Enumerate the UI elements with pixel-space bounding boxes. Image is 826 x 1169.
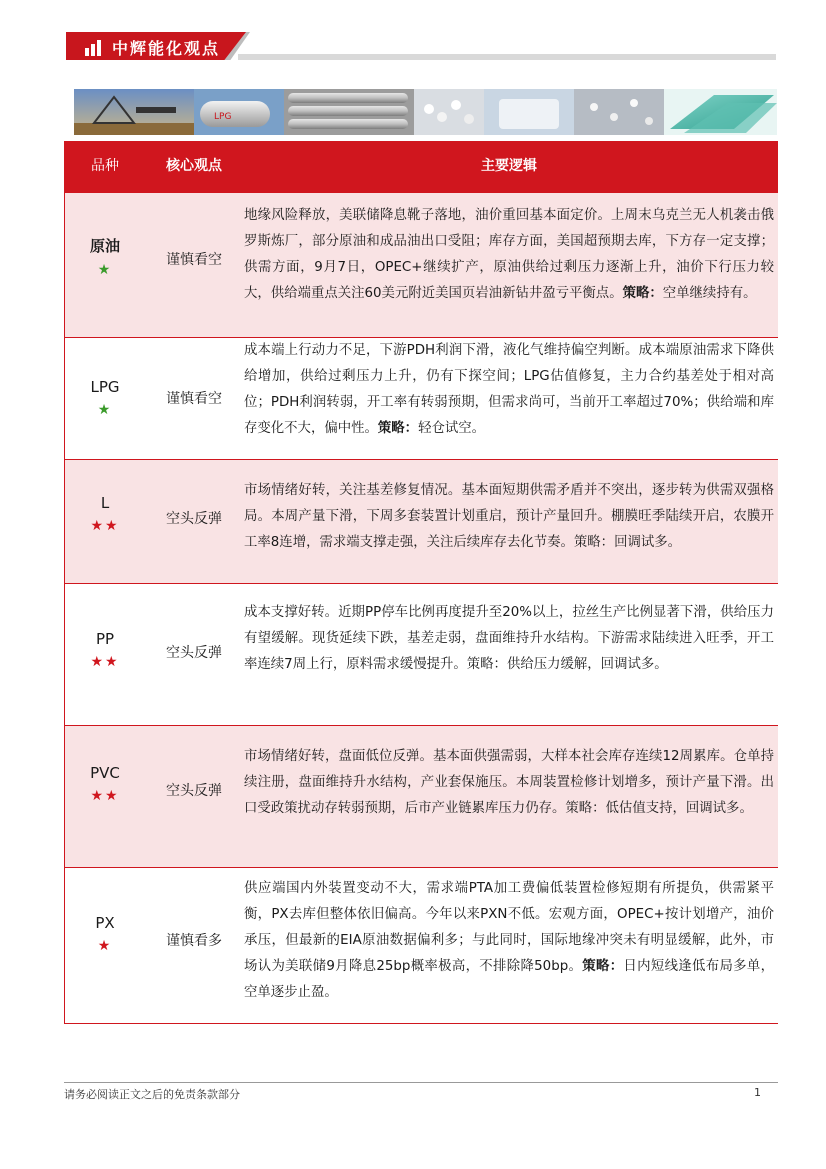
logic-cell bbox=[244, 876, 774, 1006]
strategy-text: 日内短线逢低布局多单，空单逐步止盈。 bbox=[244, 959, 775, 1000]
rating-stars: ★ bbox=[97, 938, 113, 954]
table-row bbox=[64, 584, 778, 726]
rating-stars: ★ bbox=[97, 262, 113, 278]
logic-cell bbox=[244, 744, 774, 822]
strategy-text: 空单继续持有。 bbox=[662, 286, 757, 301]
photo-strip bbox=[74, 89, 777, 135]
rating-stars: ★★ bbox=[90, 788, 120, 804]
rating-stars: ★★ bbox=[90, 654, 120, 670]
header-title: 中辉能化观点 bbox=[112, 39, 221, 58]
table-row bbox=[64, 338, 778, 460]
rating-stars: ★ bbox=[97, 402, 113, 418]
view-cell: 谨慎看空 bbox=[166, 252, 222, 268]
logic-text: 市场情绪好转，关注基差修复情况。基本面短期供需矛盾并不突出，逐步转为供需双强格局。本周产量下滑，下周多套装置计划重启，预计产量回升。棚膜旺季陆续开启，农膜开工率8连增，需求端支撑走强，关注后续库存去化节奏。策略：回调试多。 bbox=[244, 483, 774, 550]
svg-text:LPG: LPG bbox=[214, 112, 232, 122]
logic-text: 成本端上行动力不足，下游PDH利润下滑，液化气维持偏空判断。成本端原油需求下降供给增加，供给过剩压力上升，仍有下探空间；LPG估值修复，主力合约基差处于相对高位；PDH利润转弱，开工率有转弱预期，但需求尚可，当前开工率超过70%；供给端和库存变化不大，偏中性。 bbox=[244, 343, 774, 436]
product-name: PX bbox=[95, 914, 115, 932]
bar-chart-icon bbox=[84, 38, 104, 56]
product-name: L bbox=[100, 494, 110, 512]
product-cell bbox=[64, 235, 146, 278]
product-cell bbox=[64, 378, 146, 418]
table-row bbox=[64, 460, 778, 584]
strategy-label: 策略： bbox=[622, 286, 663, 301]
table-row bbox=[64, 868, 778, 1024]
logic-text: 成本支撑好转。近期PP停车比例再度提升至20%以上，拉丝生产比例显著下滑，供给压力有望缓解。现货延续下跌，基差走弱，盘面维持升水结构。下游需求陆续进入旺季，开工率连续7周上行，原料需求缓慢提升。策略：供给压力缓解，回调试多。 bbox=[244, 605, 774, 672]
logic-cell bbox=[244, 478, 774, 556]
table-row bbox=[64, 193, 778, 338]
product-name: 原油 bbox=[89, 237, 120, 255]
logic-cell bbox=[244, 203, 774, 307]
logic-text: 地缘风险释放，美联储降息靴子落地，油价重回基本面定价。上周末乌克兰无人机袭击俄罗斯炼厂，部分原油和成品油出口受阻；库存方面，美国超预期去库，下方存一定支撑；供需方面，9月7日，OPEC+继续扩产，原油供给过剩压力逐渐上升，油价下行压力较大，供给端重点关注60美元附近美国页岩油新钻井盈亏平衡点。 bbox=[244, 208, 774, 301]
footer-disclaimer: 请务必阅读正文之后的免责条款部分 bbox=[64, 1088, 240, 1101]
view-cell: 空头反弹 bbox=[166, 511, 222, 527]
strategy-label: 策略： bbox=[582, 959, 624, 974]
view-cell: 谨慎看空 bbox=[166, 391, 222, 407]
product-name: PVC bbox=[90, 764, 120, 782]
product-cell bbox=[64, 764, 146, 804]
table-row bbox=[64, 726, 778, 868]
footer-rule bbox=[64, 1082, 778, 1083]
product-cell bbox=[64, 630, 146, 670]
rating-stars: ★★ bbox=[90, 518, 120, 534]
logic-cell bbox=[244, 600, 774, 678]
industry-photo-strip bbox=[74, 89, 777, 135]
column-header-logic: 主要逻辑 bbox=[481, 158, 537, 174]
strategy-text: 轻仓试空。 bbox=[418, 421, 486, 436]
column-header-view: 核心观点 bbox=[166, 158, 222, 174]
strategy-label: 策略： bbox=[377, 421, 419, 436]
view-cell: 空头反弹 bbox=[166, 783, 222, 799]
logic-text: 市场情绪好转，盘面低位反弹。基本面供强需弱，大样本社会库存连续12周累库。仓单持续注册，盘面维持升水结构，产业套保施压。本周装置检修计划增多，预计产量下滑。出口受政策扰动存转弱预期，后市产业链累库压力仍存。策略：低估值支持，回调试多。 bbox=[244, 749, 774, 816]
logic-cell bbox=[244, 338, 774, 442]
banner-rule bbox=[238, 54, 776, 60]
table-header bbox=[64, 141, 778, 193]
page-number: 1 bbox=[754, 1086, 761, 1099]
column-header-product: 品种 bbox=[91, 158, 119, 174]
product-name: LPG bbox=[90, 378, 120, 396]
view-cell: 谨慎看多 bbox=[166, 933, 222, 949]
product-name: PP bbox=[95, 630, 115, 648]
view-cell: 空头反弹 bbox=[166, 645, 222, 661]
logic-text: 供应端国内外装置变动不大，需求端PTA加工费偏低装置检修短期有所提负，供需紧平衡，PX去库但整体依旧偏高。今年以来PXN不低。宏观方面，OPEC+按计划增产，油价承压，但最新的EIA原油数据偏利多；与此同时，国际地缘冲突未有明显缓解，此外，市场认为美联储9月降息25bp概率极高，不排除降50bp。 bbox=[244, 881, 774, 974]
header-banner bbox=[66, 28, 776, 64]
product-cell bbox=[64, 494, 146, 534]
product-cell bbox=[64, 914, 146, 954]
